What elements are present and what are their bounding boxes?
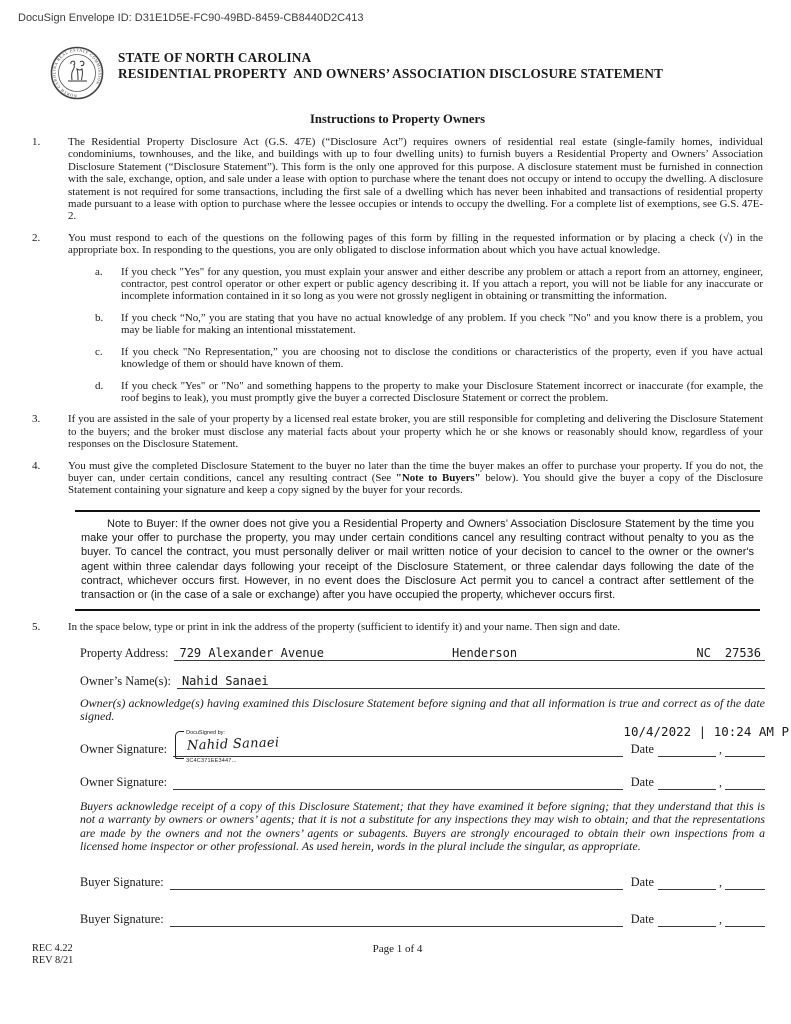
property-address-row (80, 644, 765, 661)
subitem-text: If you check "No Representation,” you are choosing not to disclose the conditions or characteristics of the property, even if you have actual knowledge of them or should have known of them. (121, 345, 763, 371)
date-comma: , (719, 741, 722, 756)
subitem-text: If you check "Yes" for any question, you must explain your answer and either describe any problem or attach a report from an attorney, engineer, contractor, pest control operator or other expert or public agency describing it. If you attach a report, you will not be liable for any inaccurate or incomplete information contained in it so long as you were not grossly negligent in obtaining or transmitting the information. (121, 265, 763, 303)
date-comma: , (719, 875, 722, 890)
nc-real-estate-commission-seal-icon (50, 46, 104, 100)
instruction-item-3 (30, 413, 765, 450)
item4-text-pre: You must give the completed Disclosure Statement to the buyer no later than the time the buyer makes an offer to purchase your property. If you do not, the buyer can, under certain conditions, cancel any resulting contract (See (68, 459, 763, 484)
item-number: 5. (32, 620, 41, 633)
title-state: STATE OF NORTH CAROLINA (118, 50, 312, 65)
property-address-label: Property Address: (80, 645, 169, 660)
date-comma: , (719, 912, 722, 927)
title-form-name: RESIDENTIAL PROPERTY AND OWNERS’ ASSOCIATION DISCLOSURE STATEMENT (118, 66, 664, 81)
owners-name-field[interactable] (177, 672, 765, 689)
item-text: In the space below, type or print in ink the address of the property (sufficient to identify it) and your name. Then sign and date. (68, 620, 621, 633)
owners-name-row (80, 672, 765, 689)
subitem-text: If you check "Yes" or "No" and something happens to the property to make your Disclosure Statement incorrect or inaccurate (for example, the roof begins to leak), you must promptly give the buyer a corrected Disclosure Statement or correct the problem. (121, 379, 763, 404)
subitem-text: If you check “No,” you are stating that you have no actual knowledge of any problem. If you check "No" and you know there is a problem, you may be liable for making an intentional misstatement. (121, 311, 763, 337)
year-field[interactable] (725, 876, 765, 890)
date-label: Date (630, 741, 654, 756)
instruction-item-4 (30, 460, 765, 497)
buyer-signature-label: Buyer Signature: (80, 875, 164, 890)
form-revision-block (30, 943, 373, 966)
item-number: 2. (32, 231, 41, 244)
property-address-state-zip[interactable] (682, 646, 761, 660)
date-label: Date (630, 774, 654, 789)
owner-acknowledgment-text: Owner(s) acknowledge(s) having examined this Disclosure Statement before signing and that all information is true and correct as of the date signed. (80, 695, 765, 724)
instructions-heading: Instructions to Property Owners (309, 112, 485, 126)
year-field[interactable] (725, 743, 765, 757)
svg-text:NORTH CAROLINA REAL ESTATE COM: NORTH CAROLINA REAL ESTATE COMMISSION (51, 47, 103, 99)
page-number: Page 1 of 4 (372, 943, 423, 956)
owner-signature-row-2 (80, 773, 765, 790)
owner-signature-label: Owner Signature: (80, 774, 168, 789)
date-label: Date (630, 875, 654, 890)
date-comma: , (719, 774, 722, 789)
docusign-signature-id: 3C4C371EE3447... (186, 757, 237, 764)
buyer-signature-label: Buyer Signature: (80, 912, 164, 927)
fill-in-section (80, 644, 789, 927)
instruction-item-5 (30, 621, 765, 633)
instruction-item-2c (95, 346, 765, 371)
note-to-buyer-box: Note to Buyer: If the owner does not give you a Residential Property and Owners’ Association Disclosure Statement by the time you make your offer to purchase the property, you may under certain conditions cancel any resulting contract without penalty to you as the buyer. To cancel the contract, you must personally deliver or mail written notice of your decision to cancel to the owner or the owner's agent within three calendar days following your receipt of the Disclosure Statement, or three calendar days following the date of the contract, whichever occurs first. However, in no event does the Disclosure Act permit you to cancel a contract after settlement of the transaction or (in the case of a sale or exchange) after you have occupied the property, whichever occurs first. (75, 510, 760, 611)
instruction-item-2a (95, 266, 765, 303)
item-text (68, 460, 765, 497)
subitem-letter: c. (95, 345, 103, 358)
year-field[interactable] (725, 776, 765, 790)
owner-signature-field-2[interactable] (173, 773, 623, 790)
date-field[interactable] (658, 743, 716, 757)
rev-date: REV 8/21 (32, 954, 74, 966)
owners-name-value[interactable]: Nahid Sanaei (181, 673, 269, 688)
owner-signature-field-1[interactable] (173, 729, 623, 764)
instruction-item-2d (95, 380, 765, 405)
property-address-street[interactable]: 729 Alexander Avenue (179, 645, 324, 660)
item-number: 4. (32, 459, 41, 472)
item-text: You must respond to each of the questions on the following pages of this form by filling in the requested information or by placing a check (√) in the appropriate box. In responding to the questions, you are only obligated to disclose information about which you have actual knowledge. (68, 231, 763, 257)
instruction-item-1 (30, 136, 765, 223)
instruction-item-2 (30, 232, 765, 257)
buyer-signature-row-2 (80, 910, 765, 927)
item-number: 1. (32, 136, 41, 148)
docusigned-by-label: DocuSigned by: (186, 729, 225, 736)
item4-note-to-buyers-ref: "Note to Buyers" (395, 471, 481, 484)
owners-name-label: Owner’s Name(s): (80, 673, 171, 688)
property-address-city[interactable]: Henderson (452, 645, 518, 660)
item-text: If you are assisted in the sale of your property by a licensed real estate broker, you are still responsible for completing and delivering the Disclosure Statement to the buyers; and the broker must disclose any material facts about your property which he or she knows or reasonably should know, regardless of your responses on the Disclosure Statement. (68, 413, 763, 451)
buyer-signature-field-1[interactable] (170, 873, 623, 890)
item-number: 3. (32, 413, 41, 426)
letterhead (30, 46, 765, 108)
page-footer (30, 943, 765, 966)
document-title-block (118, 46, 663, 82)
property-address-field[interactable] (174, 644, 765, 661)
buyer-signature-row-1 (80, 873, 765, 890)
buyer-signature-field-2[interactable] (170, 910, 623, 927)
property-address-zip[interactable]: 27536 (724, 645, 761, 660)
docusign-bracket-icon (175, 731, 184, 759)
date-label: Date (630, 912, 654, 927)
owner-signature-row-1 (80, 723, 789, 764)
item4-text-post: below). You should give the buyer a copy of the Disclosure Statement containing your signature and keep a copy signed by the buyer for your records. (68, 471, 763, 497)
subitem-letter: d. (95, 379, 104, 392)
subitem-letter: a. (95, 265, 103, 278)
instruction-item-2b (95, 312, 765, 337)
signature-date-stamp: 10/4/2022 | 10:24 AM P (623, 723, 789, 739)
docusign-envelope-id: DocuSign Envelope ID: D31E1D5E-FC90-49BD-8459-CB8440D2C413 (18, 12, 364, 24)
date-field[interactable] (658, 913, 716, 927)
date-field[interactable] (658, 776, 716, 790)
rec-number: REC 4.22 (32, 943, 73, 955)
item-text: The Residential Property Disclosure Act (G.S. 47E) (“Disclosure Act”) requires owners of residential real estate (single-family homes, individual condominiums, townhouses, and the like, and buildings with up to four dwelling units) to furnish buyers a Residential Property and Owners’ Association Disclosure Statement (“Disclosure Statement”). This form is the only one approved for this purpose. A disclosure statement must be furnished in connection with the sale, exchange, option, and sale under a lease with option to purchase where the tenant does not occupy or intend to occupy the dwelling. A disclosure statement is not required for some transactions, including the first sale of a dwelling which has never been inhabited and transactions of residential property made pursuant to a lease with option to purchase where the lessee occupies or intends to occupy the dwelling. For a complete list of exemptions, see G.S. 47E-2. (68, 136, 763, 223)
buyer-acknowledgment-text: Buyers acknowledge receipt of a copy of this Disclosure Statement; that they have examined it before signing; that they understand that this is not a warranty by owners or owners’ agents; that it is not a substitute for any inspections they may wish to obtain; and that the representations are made by the owners and not the owners’ agents or subagents. Buyers are strongly encouraged to obtain their own inspections from a licensed home inspector or other professional. As used herein, words in the plural include the singular, as appropriate. (80, 798, 765, 853)
year-field[interactable] (725, 913, 765, 927)
property-address-state[interactable]: NC (696, 645, 711, 660)
owner-signature-value[interactable]: Nahid Sanaei (186, 735, 280, 754)
subitem-letter: b. (95, 311, 104, 324)
date-field[interactable] (658, 876, 716, 890)
owner-signature-label: Owner Signature: (80, 741, 168, 756)
